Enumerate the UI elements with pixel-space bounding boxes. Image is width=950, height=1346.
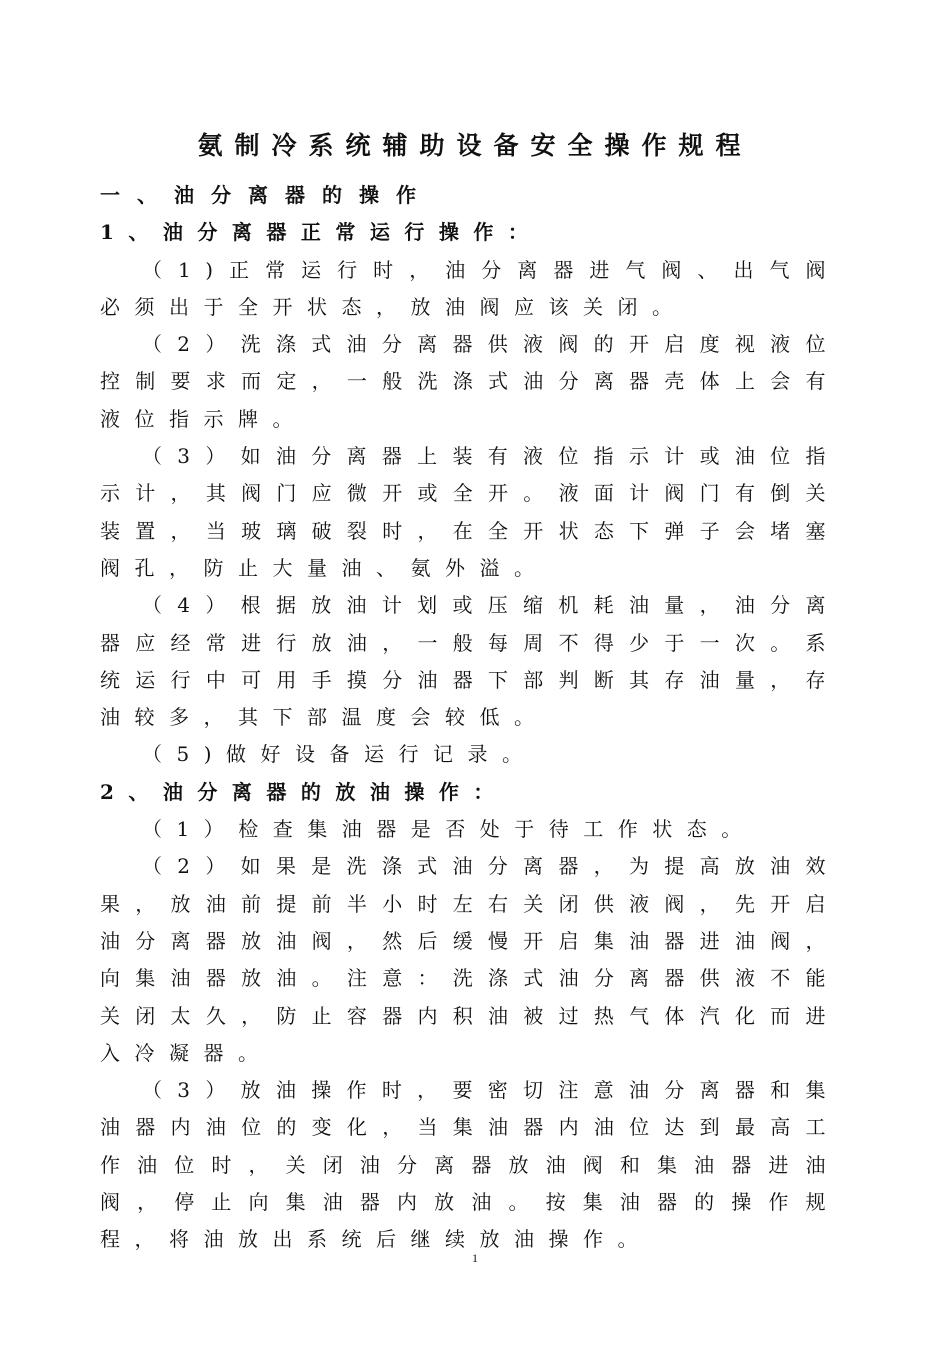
paragraph: （3）放油操作时，要密切注意油分离器和集油器内油位的变化，当集油器内油位达到最高工作油位时，关闭油分离器放油阀和集油器进油阀，停止向集油器内放油。按集油器的操作规程，将油放出系统后继续放油操作。 xyxy=(100,1078,840,1252)
document-title: 氨制冷系统辅助设备安全操作规程 xyxy=(197,131,753,160)
paragraph: （2）洗涤式油分离器供液阀的开启度视液位控制要求而定，一般洗涤式油分离器壳体上会有液位指示牌。 xyxy=(100,332,840,431)
page-number: 1 xyxy=(472,1251,478,1265)
paragraph: （3）如油分离器上装有液位指示计或油位指示计，其阀门应微开或全开。液面计阀门有倒关装置，当玻璃破裂时，在全开状态下弹子会堵塞阀孔，防止大量油、氨外溢。 xyxy=(100,444,840,580)
document-body xyxy=(100,177,840,1259)
paragraph: （4）根据放油计划或压缩机耗油量，油分离器应经常进行放油，一般每周不得少于一次。系统运行中可用手摸分油器下部判断其存油量，存油较多，其下部温度会较低。 xyxy=(100,593,840,730)
paragraph: （2）如果是洗涤式油分离器，为提高放油效果，放油前提前半小时左右关闭供液阀，先开启油分离器放油阀，然后缓慢开启集油器进油阀，向集油器放油。注意：洗涤式油分离器供液不能关闭太久，防止容器内积油被过热气体汽化而进入冷凝器。 xyxy=(100,854,840,1065)
paragraph: （1)正常运行时，油分离器进气阀、出气阀必须出于全开状态，放油阀应该关闭。 xyxy=(100,257,840,319)
subsection-heading: 2、油分离器的放油操作： xyxy=(100,779,508,804)
paragraph: （5)做好设备运行记录。 xyxy=(142,742,537,767)
paragraph: （1）检查集油器是否处于待工作状态。 xyxy=(142,817,756,842)
section-heading: 一、油分离器的操作 xyxy=(100,183,433,207)
subsection-heading: 1、油分离器正常运行操作： xyxy=(100,220,543,245)
